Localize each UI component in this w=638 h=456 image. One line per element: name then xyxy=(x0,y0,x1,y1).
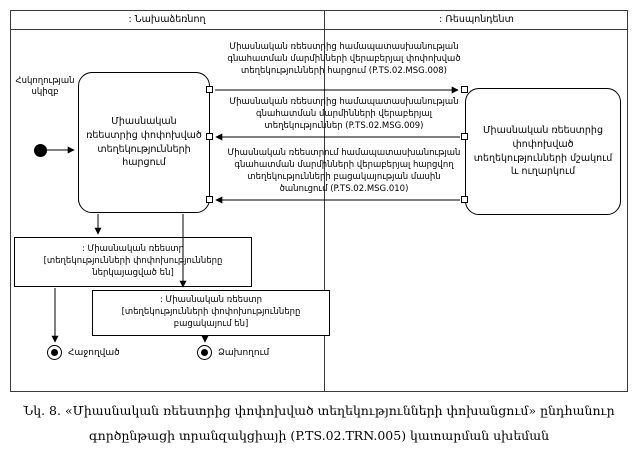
object-state: [տեղեկությունների փոփոխությունները բացակայում են] xyxy=(121,307,301,329)
activity-request-changed-info: Միասնական ռեեստրից փոփոխված տեղեկությունների հարցում xyxy=(78,72,210,213)
final-success-label: Հաջողված xyxy=(68,348,120,358)
object-node-registry-changes-absent xyxy=(92,290,330,336)
message-label-msg009: Միասնական ռեեստրից համապատասխանության գնահատման մարմինների վերաբերյալ տեղեկություններ (P.TS.02.MSG.009) xyxy=(229,97,459,131)
pin-msg008-out xyxy=(206,86,213,93)
pin-msg010-out xyxy=(461,196,468,203)
object-state: [տեղեկությունների փոփոխությունները ներկայացված են] xyxy=(43,256,223,278)
pin-msg010-in xyxy=(206,196,213,203)
object-name: : Միասնական ռեեստր xyxy=(159,295,263,306)
object-name: : Միասնական ռեեստր xyxy=(81,244,185,255)
figure-caption-line2: գործընթացի տրանզակցիայի (P.TS.02.TRN.005) կատարման սխեման xyxy=(88,428,550,443)
swimlane-header-initiator: : Նախաձեռնող xyxy=(128,14,206,25)
pin-msg009-out xyxy=(461,133,468,140)
initial-node xyxy=(34,144,47,157)
final-node-failure xyxy=(197,345,212,360)
message-label-msg010: Միասնական ռեեստրում համապատասխանության գնահատման մարմինների վերաբերյալ հարցվող տեղեկությունների բացակայության մասին ծանուցում (P.TS.02.MSG.010) xyxy=(227,148,461,194)
message-label-msg008: Միասնական ռեեստրից համապատասխանության գնահատման մարմինների վերաբերյալ փոփոխված տեղեկությունների հարցում (P.TS.02.MSG.008) xyxy=(227,42,461,76)
activity-process-and-send-info: Միասնական ռեեստրից փոփոխված տեղեկությունների մշակում և ուղարկում xyxy=(465,88,621,215)
final-node-success xyxy=(47,345,62,360)
swimlane-header-separator xyxy=(10,29,627,30)
pin-msg009-in xyxy=(206,133,213,140)
swimlane-header-respondent: : Ռեսպոնդենտ xyxy=(439,14,514,25)
start-node-label: Հսկողության սկիզբ xyxy=(15,76,75,98)
pin-msg008-in xyxy=(461,86,468,93)
figure-caption-line1: Նկ. 8. «Միասնական ռեեստրից փոփոխված տեղեկությունների փոխանցում» ընդհանուր xyxy=(23,403,615,418)
final-failure-label: Ձախողում xyxy=(218,348,270,358)
object-node-registry-changes-present xyxy=(14,237,252,287)
